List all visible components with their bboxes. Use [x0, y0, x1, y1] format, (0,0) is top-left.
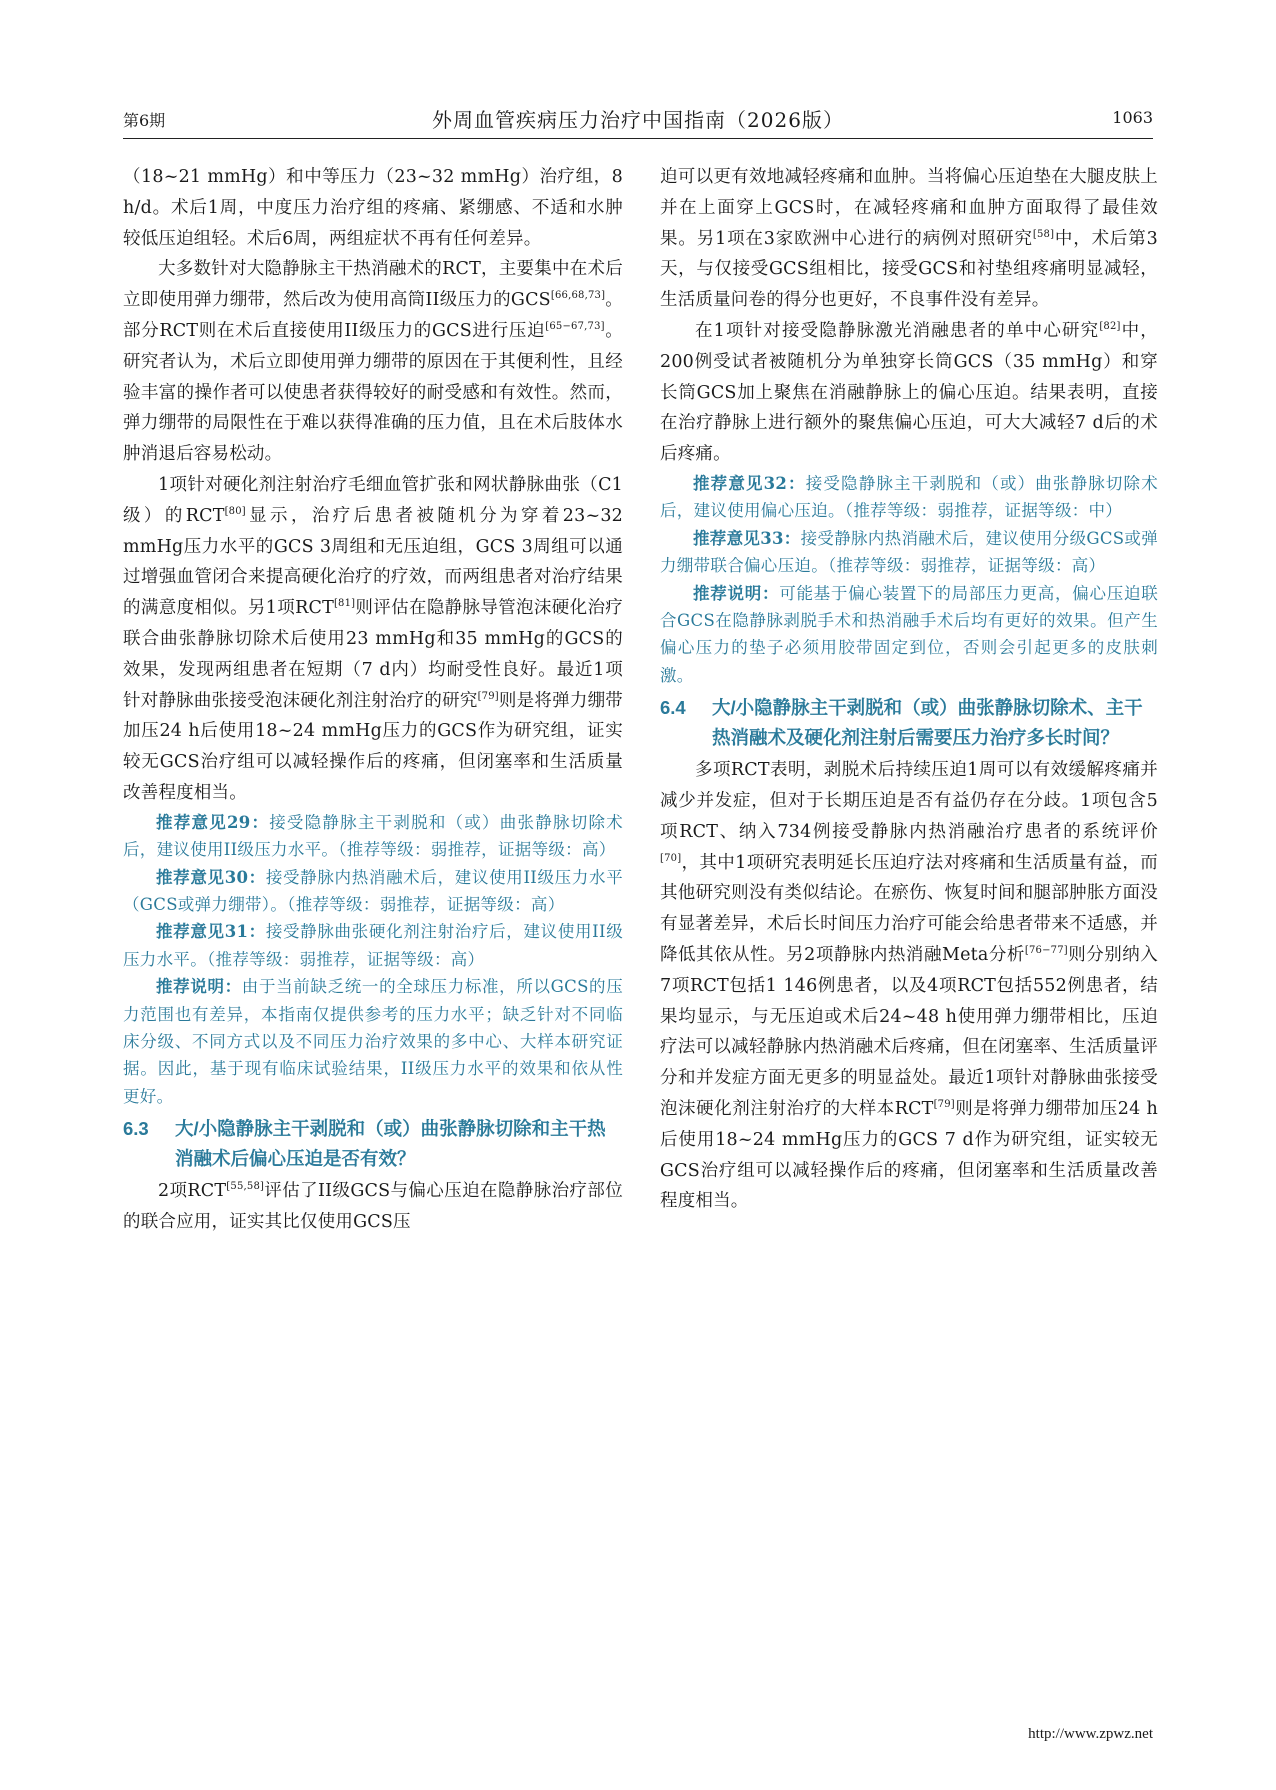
citation: [79]	[933, 1099, 955, 1111]
section-number: 6.4	[660, 697, 686, 719]
recommendation-label: 推荐意见29：	[156, 812, 270, 832]
running-header	[123, 104, 1153, 139]
recommendation-label: 推荐意见30：	[156, 867, 266, 887]
recommendation-31: 推荐意见31：接受静脉曲张硬化剂注射治疗后，建议使用II级压力水平。（推荐等级：弱推荐，证据等级：高）	[123, 922, 623, 969]
section-number: 6.3	[123, 1118, 149, 1140]
citation: [58]	[1032, 228, 1055, 240]
citation: [81]	[333, 598, 356, 610]
left-column	[123, 162, 623, 1238]
paragraph: 1项针对硬化剂注射治疗毛细血管扩张和网状静脉曲张（C1级）的RCT[80]显示，治疗后患者被随机分为穿着23~32 mmHg压力水平的GCS 3周组和无压迫组，GCS 3周组可以通过增强血管闭合来提高硬化治疗的疗效，而两组患者对治疗结果的满意度相似。另1项RCT[81]则评估在隐静脉导管泡沫硬化治疗联合曲张静脉切除术后使用23 mmHg和35 mmHg的GCS的效果，发现两组患者在短期（7 d内）均耐受性良好。最近1项针对静脉曲张接受泡沫硬化剂注射治疗的研究[79]则是将弹力绷带加压24 h后使用18~24 mmHg压力的GCS作为研究组，证实较无GCS治疗组可以减轻操作后的疼痛，但闭塞率和生活质量改善程度相当。	[123, 474, 624, 803]
citation: [66,68,73]	[550, 290, 606, 302]
paragraph: 多项RCT表明，剥脱术后持续压迫1周可以有效缓解疼痛并减少并发症，但对于长期压迫是否有益仍存在分歧。1项包含5项RCT、纳入734例接受静脉内热消融治疗患者的系统评价[70]，其中1项研究表明延长压迫疗法对疼痛和生活质量有益，而其他研究则没有类似结论。在瘀伤、恢复时间和腿部肿胀方面没有显著差异，术后长时间压力治疗可能会给患者带来不适感，并降低其依从性。另2项静脉内热消融Meta分析[76−77]则分别纳入7项RCT包括1 146例患者，以及4项RCT包括552例患者，结果均显示，与无压迫或术后24~48 h使用弹力绷带相比，压迫疗法可以减轻静脉内热消融术后疼痛，但在闭塞率、生活质量评分和并发症方面无更多的明显益处。最近1项针对静脉曲张接受泡沫硬化剂注射治疗的大样本RCT[79]则是将弹力绷带加压24 h后使用18~24 mmHg压力的GCS 7 d作为研究组，证实较无GCS治疗组可以减轻操作后的疼痛，但闭塞率和生活质量改善程度相当。	[660, 760, 1159, 1212]
citation: [82]	[1099, 321, 1121, 333]
page-number: 1063	[1112, 108, 1153, 127]
section-heading-6-3	[123, 1114, 623, 1174]
citation: [65−67,73]	[545, 321, 605, 333]
recommendation-29: 推荐意见29：接受隐静脉主干剥脱和（或）曲张静脉切除术后，建议使用II级压力水平。（推荐等级：弱推荐，证据等级：高）	[123, 812, 623, 860]
recommendation-label: 推荐说明：	[156, 977, 242, 997]
journal-title: 外周血管疾病压力治疗中国指南（2026版）	[432, 108, 844, 132]
recommendation-label: 推荐意见32：	[693, 473, 806, 493]
paragraph: 迫可以更有效地减轻疼痛和血肿。当将偏心压迫垫在大腿皮肤上并在上面穿上GCS时，在减轻疼痛和血肿方面取得了最佳效果。另1项在3家欧洲中心进行的病例对照研究[58]中，术后第3天，与仅接受GCS组相比，接受GCS和衬垫组疼痛明显减轻，生活质量问卷的得分也更好，不良事件没有差异。	[660, 167, 1158, 311]
recommendation-note: 推荐说明：可能基于偏心装置下的局部压力更高，偏心压迫联合GCS在隐静脉剥脱手术和热消融手术后均有更好的效果。但产生偏心压力的垫子必须用胶带固定到位，否则会引起更多的皮肤刺激。	[660, 583, 1159, 685]
section-title: 大/小隐静脉主干剥脱和（或）曲张静脉切除和主干热消融术后偏心压迫是否有效？	[175, 1118, 606, 1170]
recommendation-label: 推荐说明：	[693, 583, 780, 603]
recommendation-32: 推荐意见32：接受隐静脉主干剥脱和（或）曲张静脉切除术后，建议使用偏心压迫。（推荐等级：弱推荐，证据等级：中）	[660, 473, 1159, 521]
citation: [79]	[477, 690, 499, 702]
recommendation-label: 推荐意见31：	[156, 922, 266, 942]
issue-number: 第6期	[123, 111, 166, 130]
section-heading-6-4	[660, 693, 1158, 753]
recommendation-note: 推荐说明：由于当前缺乏统一的全球压力标准，所以GCS的压力范围也有差异，本指南仅提供参考的压力水平；缺乏针对不同临床分级、不同方式以及不同压力治疗效果的多中心、大样本研究证据。因此，基于现有临床试验结果，II级压力水平的效果和依从性更好。	[123, 977, 623, 1106]
paragraph: 在1项针对接受隐静脉激光消融患者的单中心研究[82]中，200例受试者被随机分为单独穿长筒GCS（35 mmHg）和穿长筒GCS加上聚焦在消融静脉上的偏心压迫。结果表明，直接在治疗静脉上进行额外的聚焦偏心压迫，可大大减轻7 d后的术后疼痛。	[660, 320, 1158, 465]
recommendation-30: 推荐意见30：接受静脉内热消融术后，建议使用II级压力水平（GCS或弹力绷带）。（推荐等级：弱推荐，证据等级：高）	[123, 867, 623, 914]
section-title: 大/小隐静脉主干剥脱和（或）曲张静脉切除术、主干热消融术及硬化剂注射后需要压力治疗多长时间？	[712, 697, 1143, 749]
recommendation-33: 推荐意见33：接受静脉内热消融术后，建议使用分级GCS或弹力绷带联合偏心压迫。（推荐等级：弱推荐，证据等级：高）	[660, 528, 1158, 576]
footer-url[interactable]: http://www.zpwz.net	[1028, 1726, 1153, 1742]
paragraph: 大多数针对大隐静脉主干热消融术的RCT，主要集中在术后立即使用弹力绷带，然后改为使用高筒II级压力的GCS[66,68,73]。部分RCT则在术后直接使用II级压力的GCS进行压迫[65−67,73]。研究者认为，术后立即使用弹力绷带的原因在于其便利性，且经验丰富的操作者可以使患者获得较好的耐受感和有效性。然而，弹力绷带的局限性在于难以获得准确的压力值，且在术后肢体水肿消退后容易松动。	[123, 259, 624, 465]
citation: [55,58]	[226, 1181, 265, 1193]
citation: [80]	[224, 505, 246, 517]
citation: [70]	[660, 852, 682, 864]
citation: [76−77]	[1024, 945, 1068, 957]
paragraph: 2项RCT[55,58]评估了II级GCS与偏心压迫在隐静脉治疗部位的联合应用，证实其比仅使用GCS压	[123, 1181, 623, 1232]
right-column	[660, 162, 1158, 1217]
recommendation-label: 推荐意见33：	[693, 528, 801, 548]
paragraph: （18~21 mmHg）和中等压力（23~32 mmHg）治疗组，8 h/d。术后1周，中度压力治疗组的疼痛、紧绷感、不适和水肿较低压迫组轻。术后6周，两组症状不再有任何差异。	[123, 167, 623, 249]
